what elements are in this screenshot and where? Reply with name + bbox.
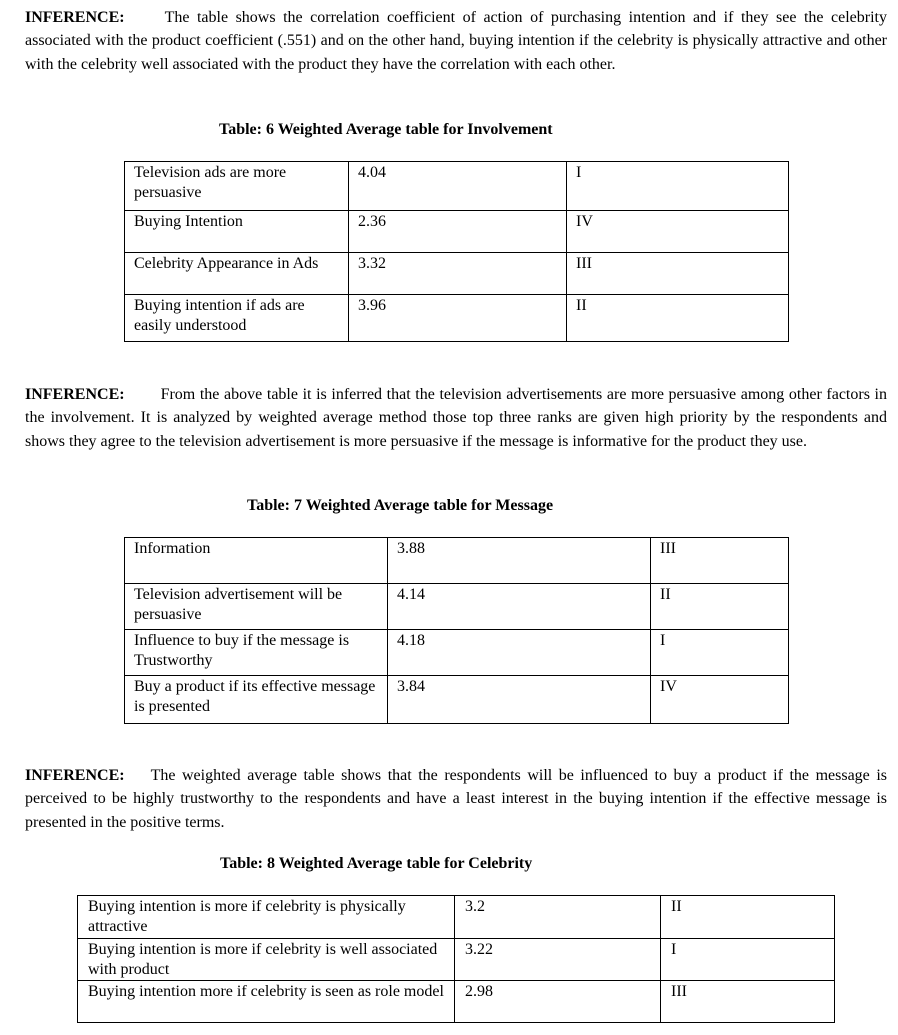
table-6-involvement — [124, 161, 789, 342]
inference-text: The table shows the correlation coefficient of action of purchasing intention and if they see the celebrity associated with the product coefficient (.551) and on the other hand, buying intention if the celebrity is physically attractive and other with the celebrity well associated with the product they have the correlation with each other. — [25, 9, 887, 73]
inference-text: The weighted average table shows that the respondents will be influenced to buy a product if the message is perceived to be highly trustworthy to the respondents and have a least interest in the buying intention if the effective message is presented in the positive terms. — [25, 767, 887, 831]
table-row — [125, 630, 789, 676]
rank-cell: III — [661, 981, 835, 1023]
factor-cell: Television advertisement will be persuasive — [125, 584, 388, 630]
rank-cell: I — [651, 630, 789, 676]
table-8-caption: Table: 8 Weighted Average table for Celebrity — [220, 855, 533, 872]
inference-label: INFERENCE: — [25, 767, 125, 784]
rank-cell: I — [661, 939, 835, 981]
table-row — [78, 896, 835, 939]
table-7-caption: Table: 7 Weighted Average table for Message — [247, 497, 554, 514]
rank-cell: I — [567, 162, 789, 211]
value-cell: 3.84 — [388, 676, 651, 724]
rank-cell: III — [651, 538, 789, 584]
value-cell: 2.98 — [455, 981, 661, 1023]
table-7-message — [124, 537, 789, 724]
factor-cell: Celebrity Appearance in Ads — [125, 253, 349, 295]
factor-cell: Influence to buy if the message is Trustworthy — [125, 630, 388, 676]
factor-cell: Buying intention if ads are easily understood — [125, 295, 349, 342]
value-cell: 3.22 — [455, 939, 661, 981]
rank-cell: III — [567, 253, 789, 295]
value-cell: 4.18 — [388, 630, 651, 676]
table-row — [125, 253, 789, 295]
table-row — [125, 676, 789, 724]
value-cell: 3.88 — [388, 538, 651, 584]
table-row — [125, 584, 789, 630]
factor-cell: Buy a product if its effective message is presented — [125, 676, 388, 724]
table-row — [78, 939, 835, 981]
factor-cell: Television ads are more persuasive — [125, 162, 349, 211]
inference-label: INFERENCE: — [25, 386, 125, 403]
rank-cell: II — [567, 295, 789, 342]
value-cell: 3.96 — [349, 295, 567, 342]
value-cell: 2.36 — [349, 211, 567, 253]
table-6-caption: Table: 6 Weighted Average table for Involvement — [219, 121, 553, 138]
value-cell: 4.14 — [388, 584, 651, 630]
inference-paragraph-1 — [25, 6, 887, 76]
table-row — [125, 295, 789, 342]
inference-text: From the above table it is inferred that the television advertisements are more persuasive among other factors in the involvement. It is analyzed by weighted average method those top three ranks are given high priority by the respondents and shows they agree to the television advertisement is more persuasive if the message is informative for the product they use. — [25, 386, 887, 450]
table-row — [125, 162, 789, 211]
rank-cell: II — [661, 896, 835, 939]
value-cell: 3.32 — [349, 253, 567, 295]
factor-cell: Information — [125, 538, 388, 584]
factor-cell: Buying intention is more if celebrity is well associated with product — [78, 939, 455, 981]
rank-cell: II — [651, 584, 789, 630]
factor-cell: Buying intention more if celebrity is seen as role model — [78, 981, 455, 1023]
factor-cell: Buying Intention — [125, 211, 349, 253]
table-8-celebrity — [77, 895, 835, 1023]
value-cell: 3.2 — [455, 896, 661, 939]
table-row — [78, 981, 835, 1023]
inference-paragraph-3 — [25, 764, 887, 834]
table-row — [125, 538, 789, 584]
value-cell: 4.04 — [349, 162, 567, 211]
table-row — [125, 211, 789, 253]
inference-paragraph-2 — [25, 383, 887, 453]
rank-cell: IV — [567, 211, 789, 253]
inference-label: INFERENCE: — [25, 9, 125, 26]
rank-cell: IV — [651, 676, 789, 724]
factor-cell: Buying intention is more if celebrity is physically attractive — [78, 896, 455, 939]
